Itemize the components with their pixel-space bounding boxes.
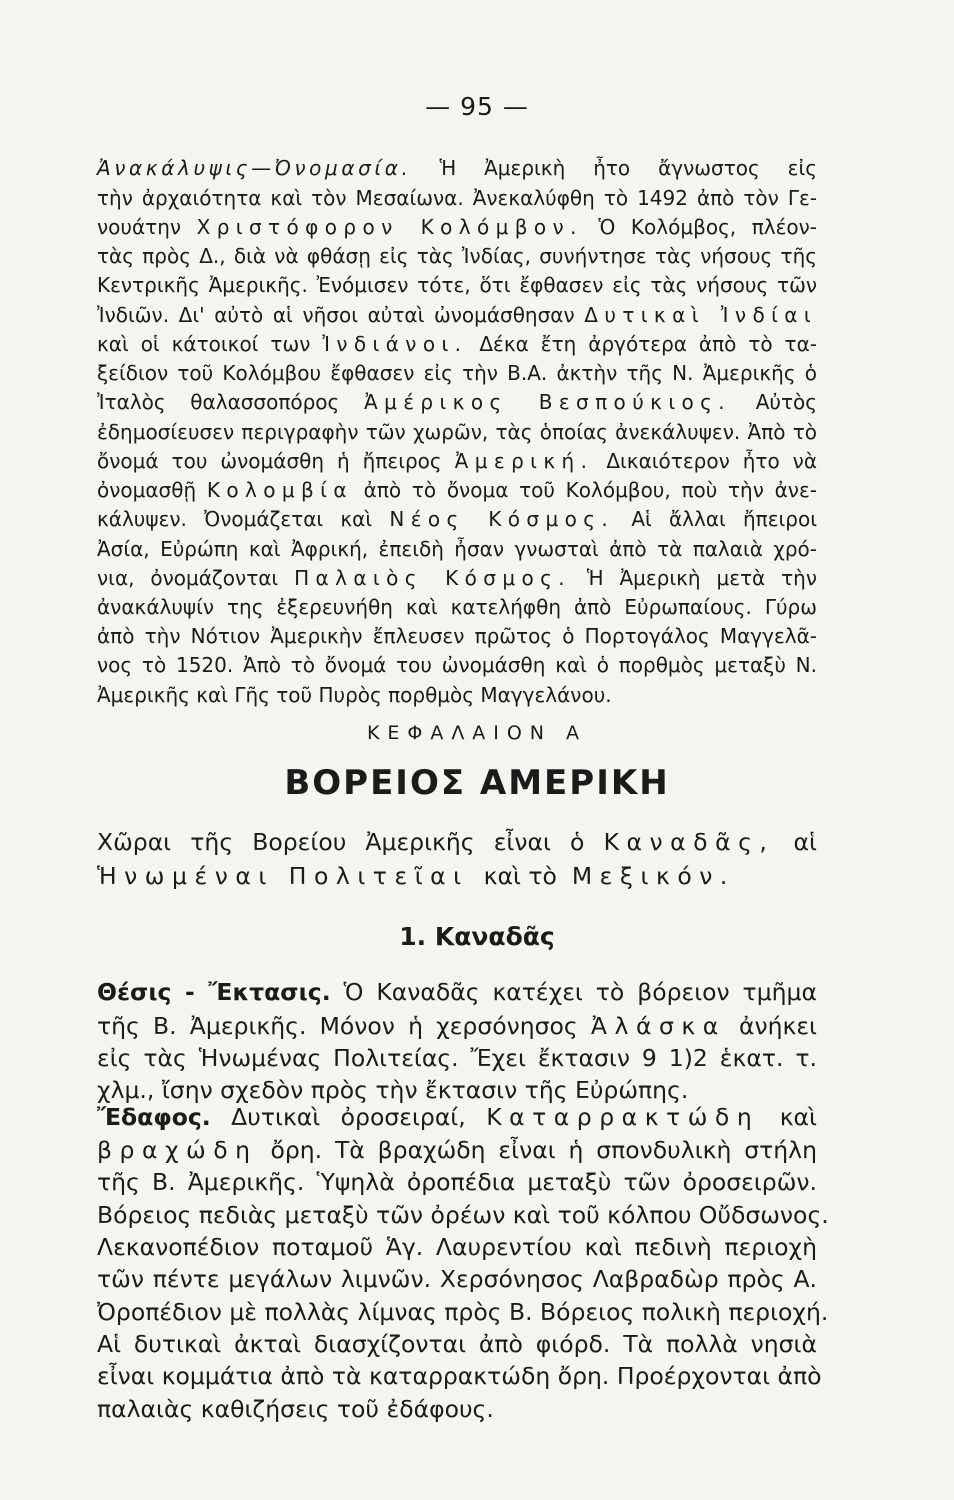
text-line: Κεντρικῆς Ἀμερικῆς. Ἐνόμισεν τότε, ὅτι ἔφθασεν εἰς τὰς νήσους τῶν: [97, 273, 817, 297]
text-line: Ἰνδιῶν. Δι' αὐτὸ αἱ νῆσοι αὐταὶ ὠνομάσθησαν Δυτικαὶ Ἰνδίαι: [97, 303, 818, 327]
paragraph-heading: Ἀνακάλυψις—Ὀνομασία.: [97, 156, 412, 180]
section-title: 1. Καναδᾶς: [399, 922, 555, 951]
text-line: Ἀνακάλυψις—Ὀνομασία. Ἡ Ἀμερικὴ ἦτο ἄγνωστος εἰς: [97, 156, 817, 180]
chapter-label: ΚΕΦΑΛΑΙΟΝ Α: [366, 722, 587, 744]
text-line: τὰς πρὸς Δ., διὰ νὰ φθάσῃ εἰς τὰς Ἰνδίας, συνήντησε τὰς νήσους τῆς: [97, 244, 817, 268]
text-line: Αἱ δυτικαὶ ἀκταὶ διασχίζονται ἀπὸ φιόρδ. Τὰ πολλὰ νησιὰ: [97, 1330, 817, 1358]
chapter-title: ΒΟΡΕΙΟΣ ΑΜΕΡΙΚΗ: [284, 763, 670, 803]
text-line: νια, ὀνομάζονται Παλαιὸς Κόσμος. Ἡ Ἀμερικὴ μετὰ τὴν: [97, 566, 818, 590]
text-line: κάλυψεν. Ὀνομάζεται καὶ Νέος Κόσμος. Αἱ ἄλλαι ἤπειροι: [97, 507, 817, 531]
paragraph-heading: Ἔδαφος.: [97, 1103, 211, 1131]
text-line: ἀνακάλυψίν της ἐξερευνήθη καὶ κατελήφθη ἀπὸ Εὐρωπαίους. Γύρω: [97, 595, 817, 619]
text-line: τῶν πέντε μεγάλων λιμνῶν. Χερσόνησος Λαβραδὼρ πρὸς Α.: [97, 1265, 817, 1293]
text-line: χλμ., ἴσην σχεδὸν πρὸς τὴν ἔκτασιν τῆς Εὐρώπης.: [97, 1076, 689, 1104]
text-line: Βόρειος πεδιὰς μεταξὺ τῶν ὀρέων καὶ τοῦ κόλπου Οὔδσωνος.: [97, 1201, 829, 1229]
text-line: ἀπὸ τὴν Νότιον Ἀμερικὴν ἔπλευσεν πρῶτος ὁ Πορτογάλος Μαγγελᾶ-: [97, 624, 817, 648]
text-line: Λεκανοπέδιον ποταμοῦ Ἁγ. Λαυρεντίου καὶ πεδινὴ περιοχὴ: [97, 1233, 817, 1261]
text-line: Ἰταλὸς θαλασσοπόρος Ἀμέρικος Βεσπούκιος. Αὐτὸς: [97, 390, 818, 414]
text-line: βραχώδη ὄρη. Τὰ βραχώδη εἶναι ἡ σπονδυλικὴ στήλη: [97, 1136, 817, 1164]
text-line: νουάτην Χριστόφορον Κολόμβον. Ὁ Κολόμβος, πλέον-: [97, 215, 818, 239]
text-line: τὴν ἀρχαιότητα καὶ τὸν Μεσαίωνα. Ἀνεκαλύφθη τὸ 1492 ἀπὸ τὸν Γε-: [97, 186, 817, 210]
paragraph-heading: Θέσις - Ἔκτασις.: [97, 978, 331, 1006]
text-line: Ἀμερικῆς καὶ Γῆς τοῦ Πυρὸς πορθμὸς Μαγγελάνου.: [97, 683, 612, 707]
text-line: Χῶραι τῆς Βορείου Ἀμερικῆς εἶναι ὁ Καναδᾶς, αἱ: [97, 828, 817, 856]
text-line: νος τὸ 1520. Ἀπὸ τὸ ὄνομά του ὠνομάσθη καὶ ὁ πορθμὸς μεταξὺ Ν.: [97, 653, 817, 677]
text-line: ξείδιον τοῦ Κολόμβου ἔφθασεν εἰς τὴν Β.Α. ἀκτὴν τῆς Ν. Ἀμερικῆς ὁ: [97, 361, 817, 385]
text-line: παλαιὰς καθιζήσεις τοῦ ἐδάφους.: [97, 1395, 494, 1423]
text-line: ὄνομά του ὠνομάσθη ἡ ἤπειρος Ἀμερική. Δικαιότερον ἦτο νὰ: [97, 449, 818, 473]
text-line: τῆς Β. Ἀμερικῆς. Μόνον ἡ χερσόνησος Ἀλάσκα ἀνήκει: [97, 1012, 817, 1040]
text-line: Θέσις - Ἔκτασις. Ὁ Καναδᾶς κατέχει τὸ βόρειον τμῆμα: [97, 978, 817, 1006]
text-line: Ἔδαφος. Δυτικαὶ ὀροσειραί, Καταρρακτώδη καὶ: [97, 1103, 817, 1131]
text-line: Ὀροπέδιον μὲ πολλὰς λίμνας πρὸς Β. Βόρειος πολικὴ περιοχή.: [97, 1298, 829, 1326]
text-line: Ἡνωμέναι Πολιτεῖαι καὶ τὸ Μεξικόν.: [97, 862, 735, 890]
page-number: — 95 —: [425, 92, 529, 121]
text-line: τῆς Β. Ἀμερικῆς. Ὑψηλὰ ὀροπέδια μεταξὺ τῶν ὀροσειρῶν.: [97, 1168, 817, 1196]
text-line: εἶναι κομμάτια ἀπὸ τὰ καταρρακτώδη ὄρη. Προέρχονται ἀπὸ: [97, 1362, 822, 1390]
text-line: εἰς τὰς Ἡνωμένας Πολιτείας. Ἔχει ἔκτασιν 9 1)2 ἑκατ. τ.: [97, 1044, 817, 1072]
text-line: ἐδημοσίευσεν περιγραφὴν τῶν χωρῶν, τὰς ὁποίας ἀνεκάλυψεν. Ἀπὸ τὸ: [97, 420, 817, 444]
text-line: ὀνομασθῇ Κολομβία ἀπὸ τὸ ὄνομα τοῦ Κολόμβου, ποὺ τὴν ἀνε-: [97, 478, 818, 502]
text-line: Ἀσία, Εὐρώπη καὶ Ἀφρική, ἐπειδὴ ἦσαν γνωσταὶ ἀπὸ τὰ παλαιὰ χρό-: [97, 537, 817, 561]
text-line: καὶ οἱ κάτοικοί των Ἰνδιάνοι. Δέκα ἔτη ἀργότερα ἀπὸ τὸ τα-: [97, 332, 817, 356]
